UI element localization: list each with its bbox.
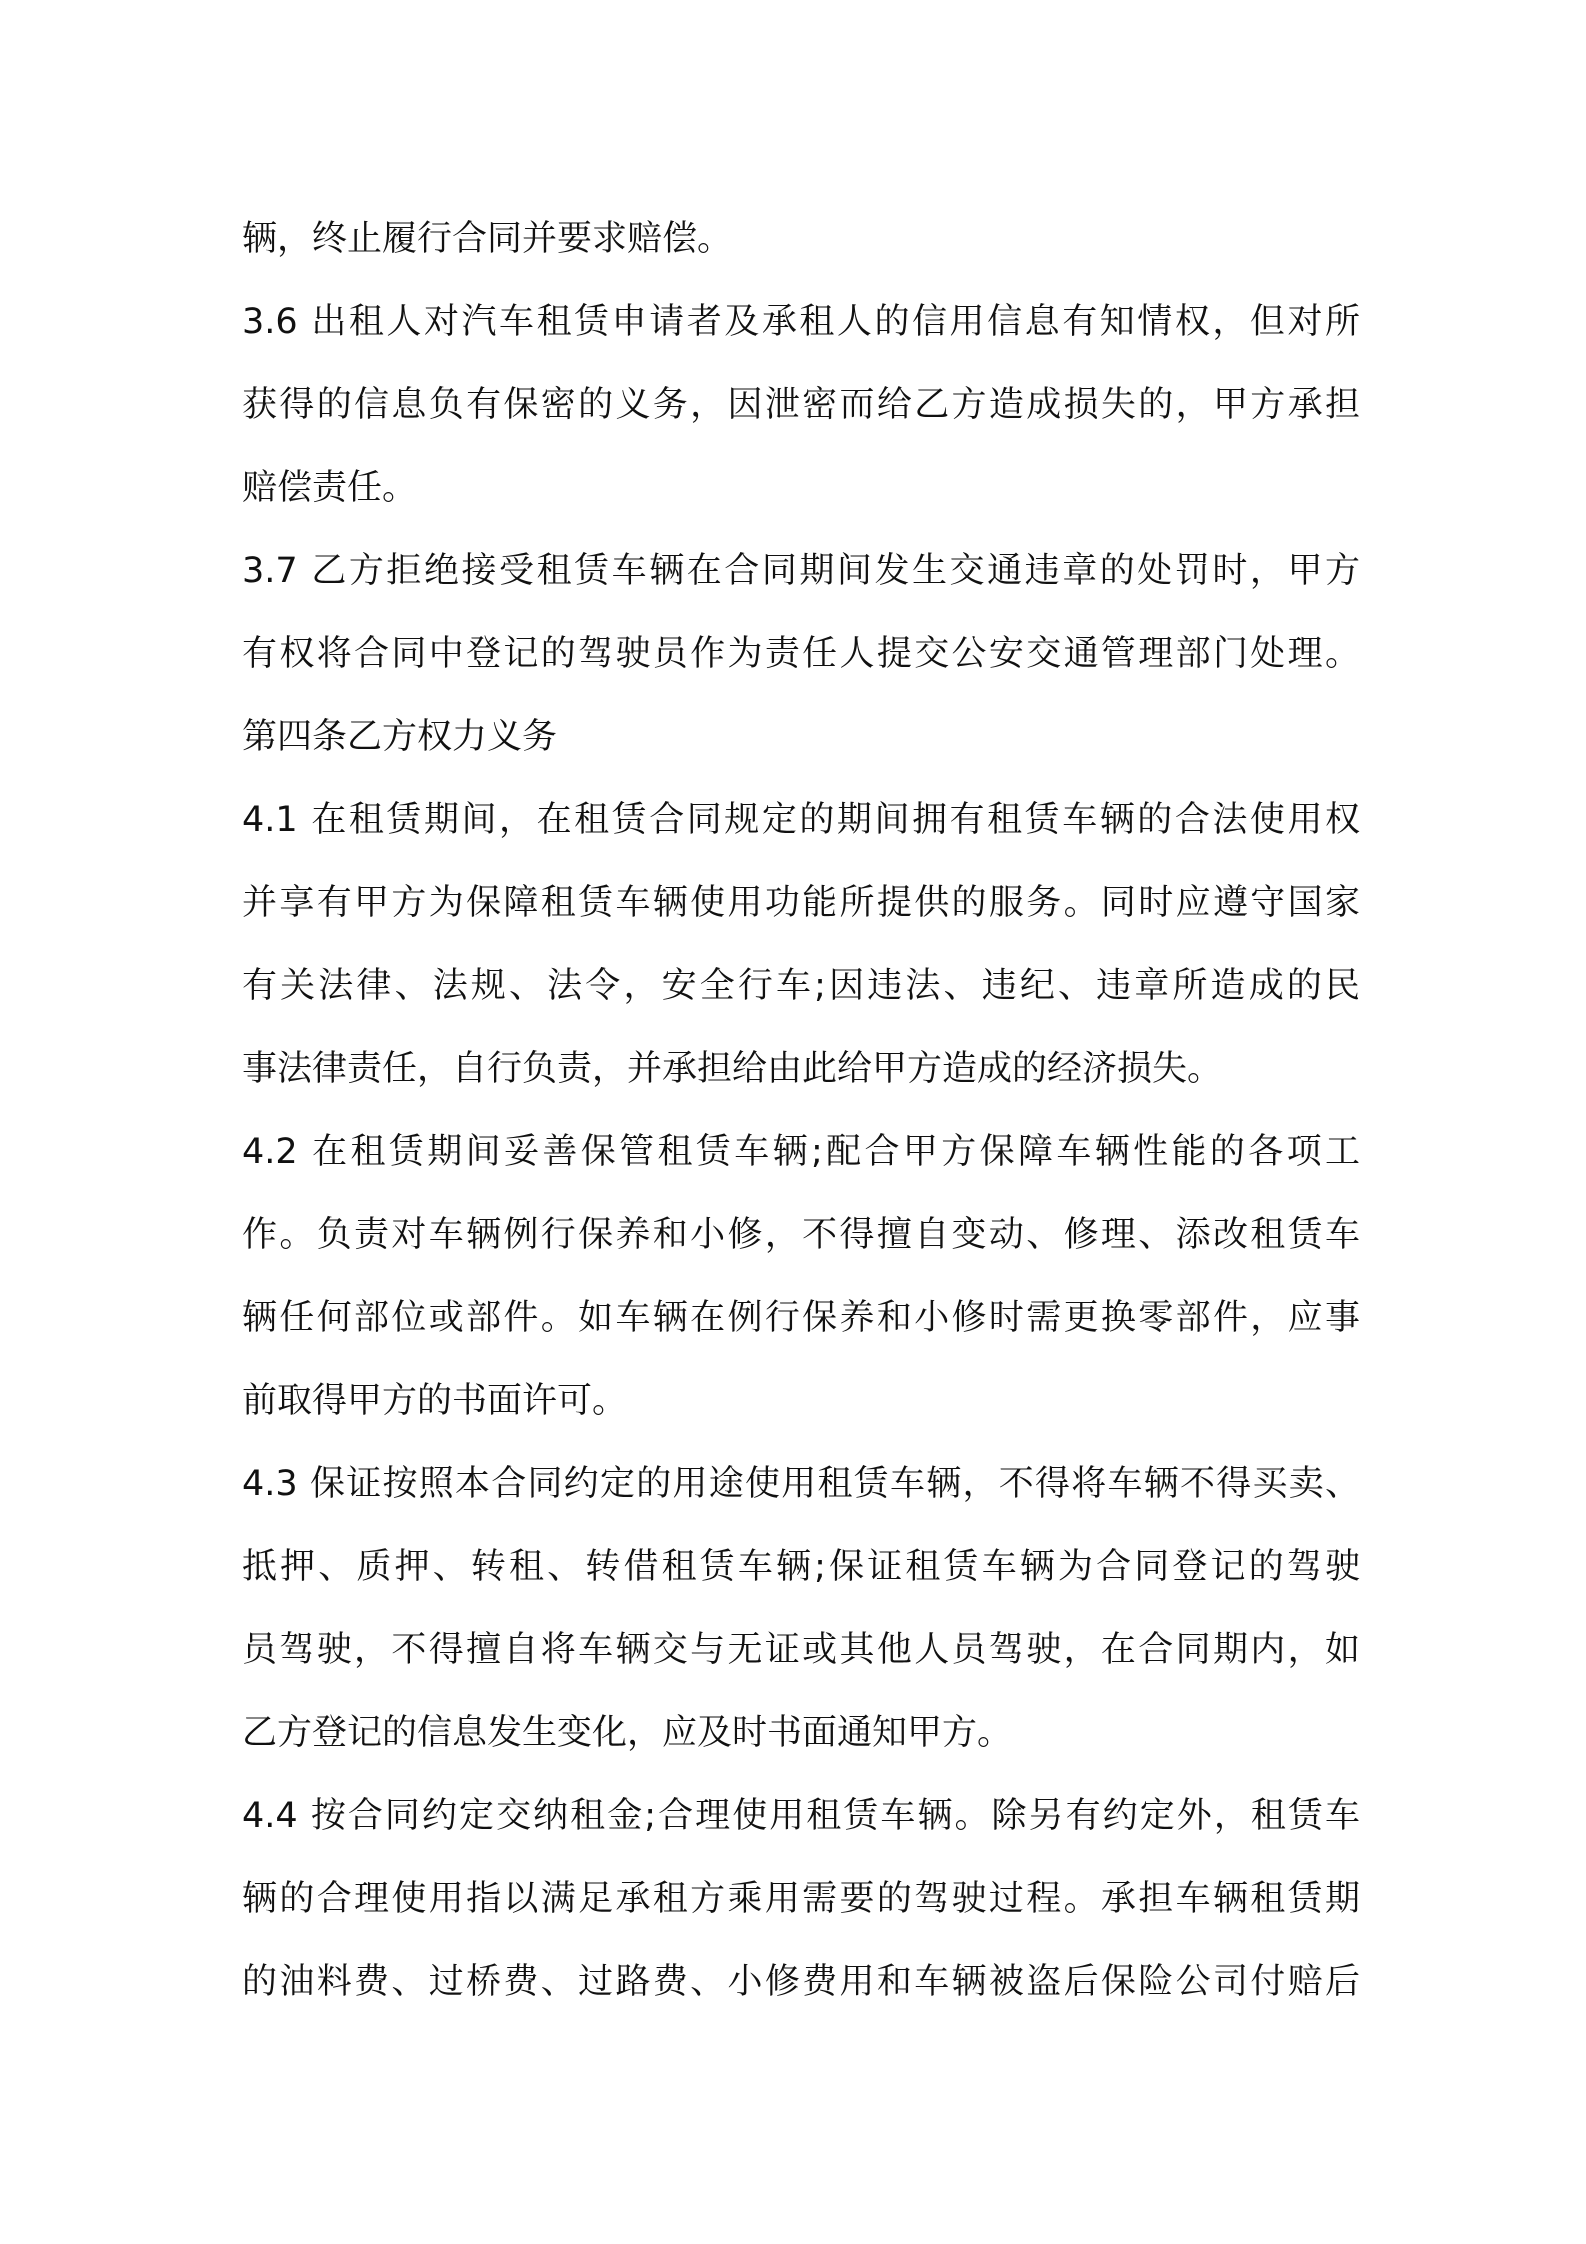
text-line: 事法律责任，自行负责，并承担给由此给甲方造成的经济损失。 xyxy=(242,1049,1223,1089)
text-line: 3.7 乙方拒绝接受租赁车辆在合同期间发生交通违章的处罚时，甲方 xyxy=(242,551,1360,591)
text-line: 辆的合理使用指以满足承租方乘用需要的驾驶过程。承担车辆租赁期 xyxy=(242,1879,1360,1919)
text-line: 4.1 在租赁期间，在租赁合同规定的期间拥有租赁车辆的合法使用权 xyxy=(242,800,1360,840)
section-heading: 第四条乙方权力义务 xyxy=(242,717,558,757)
text-line: 辆任何部位或部件。如车辆在例行保养和小修时需更换零部件，应事 xyxy=(242,1298,1360,1338)
text-line: 抵押、质押、转租、转借租赁车辆;保证租赁车辆为合同登记的驾驶 xyxy=(242,1547,1360,1587)
contract-body-text xyxy=(242,198,1360,2024)
text-line: 获得的信息负有保密的义务，因泄密而给乙方造成损失的，甲方承担 xyxy=(242,385,1360,425)
text-line: 4.4 按合同约定交纳租金;合理使用租赁车辆。除另有约定外，租赁车 xyxy=(242,1796,1360,1836)
text-line: 赔偿责任。 xyxy=(242,468,418,508)
text-line: 有权将合同中登记的驾驶员作为责任人提交公安交通管理部门处理。 xyxy=(242,634,1360,674)
text-line: 并享有甲方为保障租赁车辆使用功能所提供的服务。同时应遵守国家 xyxy=(242,883,1360,923)
text-line: 乙方登记的信息发生变化，应及时书面通知甲方。 xyxy=(242,1713,1013,1753)
text-line: 前取得甲方的书面许可。 xyxy=(242,1381,628,1421)
text-line: 3.6 出租人对汽车租赁申请者及承租人的信用信息有知情权，但对所 xyxy=(242,302,1360,342)
text-line: 员驾驶，不得擅自将车辆交与无证或其他人员驾驶，在合同期内，如 xyxy=(242,1630,1360,1670)
text-line: 4.2 在租赁期间妥善保管租赁车辆;配合甲方保障车辆性能的各项工 xyxy=(242,1132,1360,1172)
text-line: 的油料费、过桥费、过路费、小修费用和车辆被盗后保险公司付赔后 xyxy=(242,1962,1360,2002)
text-line: 4.3 保证按照本合同约定的用途使用租赁车辆，不得将车辆不得买卖、 xyxy=(242,1464,1360,1504)
text-line: 作。负责对车辆例行保养和小修，不得擅自变动、修理、添改租赁车 xyxy=(242,1215,1360,1255)
text-line: 有关法律、法规、法令，安全行车;因违法、违纪、违章所造成的民 xyxy=(242,966,1360,1006)
text-line: 辆，终止履行合同并要求赔偿。 xyxy=(242,219,733,259)
